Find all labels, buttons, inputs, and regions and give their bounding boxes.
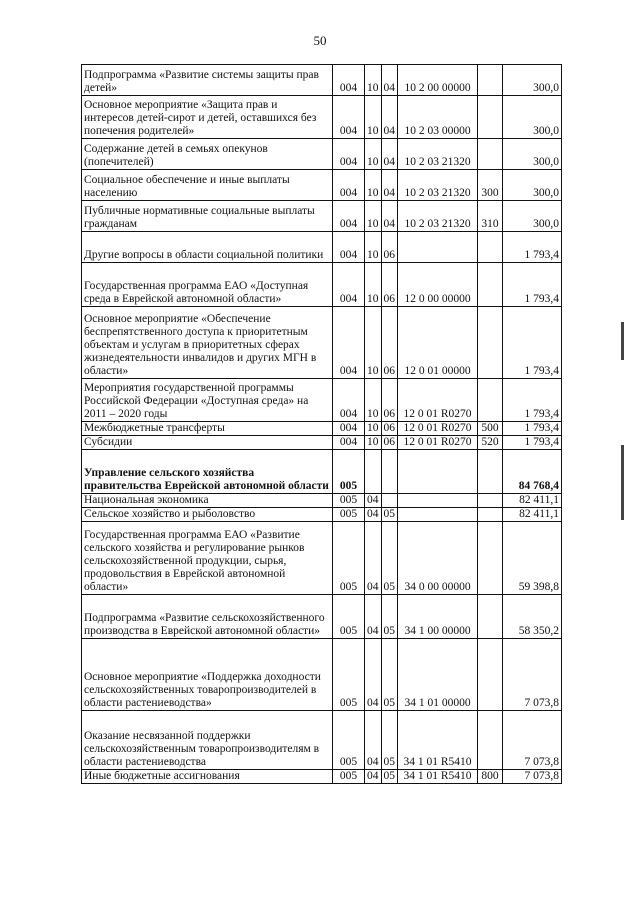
table-cell-rz: 10 — [365, 422, 382, 436]
table-cell-pr: 04 — [381, 96, 398, 139]
table-row — [82, 263, 562, 307]
table-cell-rz: 10 — [365, 201, 382, 232]
table-cell-sum: 82 411,1 — [503, 494, 562, 508]
table-row — [82, 494, 562, 508]
table-row — [82, 422, 562, 436]
table-cell-pr: 04 — [381, 65, 398, 96]
table-cell-pr: 05 — [381, 711, 398, 770]
table-row — [82, 96, 562, 139]
table-cell-sum: 1 793,4 — [503, 436, 562, 450]
table-cell-ved: 004 — [333, 263, 365, 307]
table-cell-vr: 310 — [478, 201, 503, 232]
table-cell-rz: 10 — [365, 96, 382, 139]
table-cell-rz: 10 — [365, 139, 382, 170]
table-cell-sum: 59 398,8 — [503, 522, 562, 595]
table-cell-csr — [398, 494, 478, 508]
table-row — [82, 436, 562, 450]
table-cell-sum: 300,0 — [503, 139, 562, 170]
table-cell-csr — [398, 508, 478, 522]
table-cell-rz: 10 — [365, 65, 382, 96]
table-cell-ved: 005 — [333, 595, 365, 639]
table-row — [82, 450, 562, 494]
table-cell-vr — [478, 307, 503, 379]
table-cell-name: Основное мероприятие «Поддержка доходности сельскохозяйственных товаропроизводителей в области растениеводства» — [82, 639, 333, 711]
table-cell-ved: 005 — [333, 770, 365, 784]
table-cell-pr: 05 — [381, 522, 398, 595]
table-cell-sum: 7 073,8 — [503, 770, 562, 784]
table-cell-vr — [478, 711, 503, 770]
table-cell-sum: 1 793,4 — [503, 422, 562, 436]
table-row — [82, 139, 562, 170]
table-cell-vr — [478, 65, 503, 96]
table-cell-name: Подпрограмма «Развитие сельскохозяйственного производства в Еврейской автономной области» — [82, 595, 333, 639]
table-row — [82, 232, 562, 263]
table-cell-pr: 06 — [381, 436, 398, 450]
table-cell-csr: 34 1 01 R5410 — [398, 770, 478, 784]
table-row — [82, 770, 562, 784]
table-cell-sum: 300,0 — [503, 65, 562, 96]
table-cell-csr: 34 1 01 00000 — [398, 639, 478, 711]
table-cell-name: Другие вопросы в области социальной политики — [82, 232, 333, 263]
table-cell-csr — [398, 232, 478, 263]
table-cell-ved: 004 — [333, 65, 365, 96]
table-cell-vr: 520 — [478, 436, 503, 450]
table-cell-name: Сельское хозяйство и рыболовство — [82, 508, 333, 522]
table-cell-name: Публичные нормативные социальные выплаты гражданам — [82, 201, 333, 232]
table-row — [82, 201, 562, 232]
table-cell-pr — [381, 450, 398, 494]
table-cell-rz: 04 — [365, 522, 382, 595]
table-cell-name: Межбюджетные трансферты — [82, 422, 333, 436]
table-cell-rz: 04 — [365, 711, 382, 770]
table-cell-vr — [478, 450, 503, 494]
table-cell-ved: 004 — [333, 170, 365, 201]
table-cell-rz: 04 — [365, 508, 382, 522]
table-cell-ved: 004 — [333, 139, 365, 170]
table-row — [82, 522, 562, 595]
table-cell-ved: 004 — [333, 232, 365, 263]
table-cell-sum: 1 793,4 — [503, 307, 562, 379]
table-cell-ved: 005 — [333, 711, 365, 770]
table-cell-vr: 500 — [478, 422, 503, 436]
table-cell-pr: 04 — [381, 139, 398, 170]
table-cell-vr — [478, 494, 503, 508]
table-cell-pr: 04 — [381, 170, 398, 201]
table-cell-pr: 05 — [381, 508, 398, 522]
table-cell-rz: 10 — [365, 232, 382, 263]
table-cell-vr — [478, 522, 503, 595]
table-cell-name: Государственная программа ЕАО «Развитие сельского хозяйства и регулирование рынков сельскохозяйственной продукции, сырья, продовольствия в Еврейской автономной области» — [82, 522, 333, 595]
table-cell-vr — [478, 379, 503, 422]
table-cell-vr — [478, 139, 503, 170]
table-row — [82, 307, 562, 379]
table-row — [82, 65, 562, 96]
table-cell-csr: 12 0 01 R0270 — [398, 379, 478, 422]
table-cell-name: Содержание детей в семьях опекунов (попечителей) — [82, 139, 333, 170]
table-cell-name: Подпрограмма «Развитие системы защиты прав детей» — [82, 65, 333, 96]
table-cell-sum: 1 793,4 — [503, 263, 562, 307]
table-cell-rz — [365, 450, 382, 494]
table-cell-name: Мероприятия государственной программы Российской Федерации «Доступная среда» на 2011 – 2020 годы — [82, 379, 333, 422]
budget-table — [81, 64, 562, 784]
table-cell-name: Иные бюджетные ассигнования — [82, 770, 333, 784]
table-cell-vr — [478, 595, 503, 639]
table-cell-vr — [478, 232, 503, 263]
table-cell-rz: 10 — [365, 379, 382, 422]
table-cell-vr: 300 — [478, 170, 503, 201]
page-number: 50 — [313, 33, 327, 48]
table-cell-csr — [398, 450, 478, 494]
table-cell-pr — [381, 494, 398, 508]
table-cell-pr: 06 — [381, 232, 398, 263]
table-row — [82, 639, 562, 711]
table-cell-ved: 004 — [333, 307, 365, 379]
table-cell-vr — [478, 96, 503, 139]
table-cell-csr: 10 2 03 00000 — [398, 96, 478, 139]
table-cell-csr: 34 1 00 00000 — [398, 595, 478, 639]
table-cell-sum: 7 073,8 — [503, 639, 562, 711]
table-row — [82, 379, 562, 422]
table-cell-name: Управление сельского хозяйства правительства Еврейской автономной области — [82, 450, 333, 494]
table-cell-csr: 12 0 01 00000 — [398, 307, 478, 379]
table-cell-rz: 04 — [365, 770, 382, 784]
table-cell-vr: 800 — [478, 770, 503, 784]
table-cell-ved: 005 — [333, 522, 365, 595]
table-cell-csr: 34 0 00 00000 — [398, 522, 478, 595]
table-cell-pr: 05 — [381, 639, 398, 711]
table-cell-pr: 06 — [381, 422, 398, 436]
table-cell-pr: 05 — [381, 595, 398, 639]
table-cell-rz: 10 — [365, 170, 382, 201]
table-cell-ved: 005 — [333, 639, 365, 711]
table-cell-ved: 004 — [333, 436, 365, 450]
table-cell-csr: 10 2 03 21320 — [398, 139, 478, 170]
table-cell-name: Субсидии — [82, 436, 333, 450]
table-cell-csr: 10 2 03 21320 — [398, 170, 478, 201]
table-cell-csr: 34 1 01 R5410 — [398, 711, 478, 770]
table-cell-sum: 300,0 — [503, 96, 562, 139]
table-cell-rz: 10 — [365, 436, 382, 450]
table-cell-sum: 1 793,4 — [503, 379, 562, 422]
table-cell-ved: 005 — [333, 508, 365, 522]
table-cell-rz: 04 — [365, 639, 382, 711]
table-cell-rz: 10 — [365, 263, 382, 307]
table-cell-name: Государственная программа ЕАО «Доступная среда в Еврейской автономной области» — [82, 263, 333, 307]
table-cell-csr: 12 0 00 00000 — [398, 263, 478, 307]
table-cell-pr: 06 — [381, 379, 398, 422]
table-cell-pr: 05 — [381, 770, 398, 784]
table-cell-pr: 04 — [381, 201, 398, 232]
table-cell-name: Социальное обеспечение и иные выплаты населению — [82, 170, 333, 201]
table-cell-ved: 005 — [333, 494, 365, 508]
table-cell-ved: 004 — [333, 422, 365, 436]
table-cell-sum: 1 793,4 — [503, 232, 562, 263]
table-cell-csr: 12 0 01 R0270 — [398, 436, 478, 450]
table-cell-name: Основное мероприятие «Защита прав и интересов детей-сирот и детей, оставшихся без попечения родителей» — [82, 96, 333, 139]
table-cell-sum: 84 768,4 — [503, 450, 562, 494]
table-cell-sum: 300,0 — [503, 170, 562, 201]
table-cell-vr — [478, 263, 503, 307]
table-cell-name: Оказание несвязанной поддержки сельскохозяйственным товаропроизводителям в области растениеводства — [82, 711, 333, 770]
table-cell-csr: 10 2 03 21320 — [398, 201, 478, 232]
table-row — [82, 595, 562, 639]
table-cell-sum: 58 350,2 — [503, 595, 562, 639]
table-cell-vr — [478, 639, 503, 711]
table-cell-name: Национальная экономика — [82, 494, 333, 508]
table-row — [82, 508, 562, 522]
table-cell-sum: 7 073,8 — [503, 711, 562, 770]
table-row — [82, 170, 562, 201]
table-cell-vr — [478, 508, 503, 522]
table-cell-rz: 04 — [365, 595, 382, 639]
table-cell-ved: 005 — [333, 450, 365, 494]
scan-edge-mark — [621, 445, 624, 520]
table-cell-pr: 06 — [381, 307, 398, 379]
scan-edge-mark — [621, 322, 624, 360]
table-cell-csr: 12 0 01 R0270 — [398, 422, 478, 436]
table-cell-pr: 06 — [381, 263, 398, 307]
table-cell-rz: 04 — [365, 494, 382, 508]
table-cell-sum: 82 411,1 — [503, 508, 562, 522]
table-cell-ved: 004 — [333, 201, 365, 232]
budget-table-body — [82, 65, 562, 784]
table-cell-csr: 10 2 00 00000 — [398, 65, 478, 96]
table-cell-ved: 004 — [333, 96, 365, 139]
table-row — [82, 711, 562, 770]
table-cell-rz: 10 — [365, 307, 382, 379]
table-cell-ved: 004 — [333, 379, 365, 422]
table-cell-sum: 300,0 — [503, 201, 562, 232]
table-cell-name: Основное мероприятие «Обеспечение беспрепятственного доступа к приоритетным объектам и услугам в приоритетных сферах жизнедеятельности инвалидов и других МГН в области» — [82, 307, 333, 379]
